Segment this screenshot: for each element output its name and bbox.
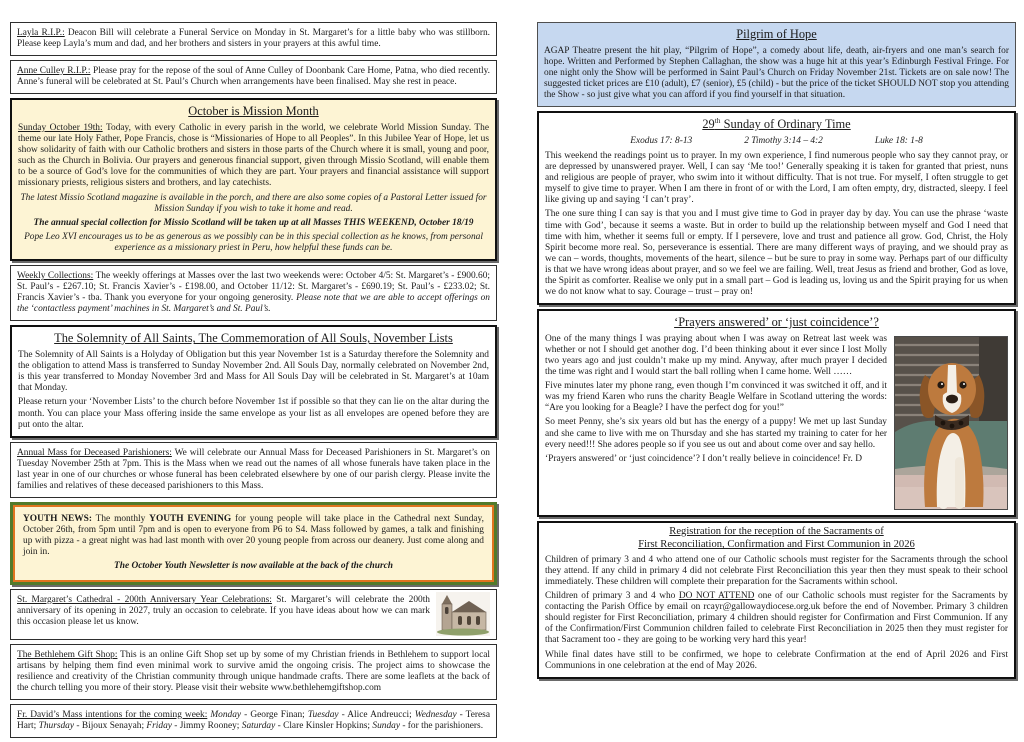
intention-day-sunday: Sunday (372, 721, 400, 731)
intention-name-thursday: - Bijoux Senayah; (74, 721, 147, 731)
bethlehem-text: This is an online Gift Shop set up by some of my Christian friends in Bethlehem to support local artisans by helping them find even minimal work to survive amid the ongoing crisis. The project aims to showcase the resilience and creativity of the Christian community through unique handmade crafts. There are some leaflets at the back of the church telling you more of their story. Please visit their website www.bethlehemgiftshop.com (17, 649, 490, 693)
weekly-collections-label: Weekly Collections: (17, 271, 94, 282)
beagle-photo (894, 336, 1008, 510)
section-sacraments-registration (537, 521, 1016, 679)
section-mass-intentions (10, 704, 497, 738)
reading-exodus: Exodus 17: 8-13 (630, 135, 693, 146)
mission-month-title: October is Mission Month (188, 104, 319, 119)
section-mission-month (10, 98, 497, 261)
anne-culley-text: Please pray for the repose of the soul of Anne Culley of Doonbank Care Home, Patna, who died recently. Anne’s funeral will be celebrated at St. Paul’s Church when arrangements have been finalised. May she rest in peace. (17, 66, 490, 88)
youth-news-text-2: for young people will take place in the Cathedral next Sunday, October 26th, from 5pm until 7pm and is open to everyone from P6 to S4. Mass followed by games, a talk and finishing up with pizza - a great night was had last month with over 20 young people from across our deanery. Just come along and join in. (23, 514, 484, 558)
intention-day-friday: Friday (146, 721, 172, 731)
cathedral-text: St. Margaret’s will celebrate the 200th anniversary of its opening in 2027, truly an occasion to celebrate. If you have ideas about how we can mark this occasion please let us know. (17, 594, 430, 627)
mission-note-pope: Pope Leo XVI encourages us to be as generous as we possibly can be in this special collection as he knows, from personal experience as a missionary priest in Peru, how helpful these funds can be. (24, 231, 483, 253)
section-annual-mass-deceased (10, 442, 497, 498)
sunday-readings (545, 136, 1008, 147)
29th-sunday-paragraph-2: The one sure thing I can say is that you and I must give time to God in prayer day by day. You can use the phrase ‘waste time with God’, because it seems a waste. But in order to build up the relationship between myself and God I need that time with him, whether it seems full or empty. If I persevere, love and trust and patience all grow. God, Christ, the Holy Spirit become more real. So, perseverance is essential. There are many different ways of praying, and we should pray as we can – words, thoughts, movements of the heart, silence – but be sure to pray in some way. Perhaps part of our difficulty is that we have wrong ideas about prayer, and so we feel we are failing. Well, treat Jesus as friend and brother, God as love, the Spirit as comforter. Realise we only put in a small part – God is leading us, loving us and the Spirit praying for us when we do not know what to say. Courage – trust – pray on! (545, 209, 1008, 298)
annual-mass-label: Annual Mass for Deceased Parishioners: (17, 447, 172, 458)
prayers-answered-paragraph-2: Five minutes later my phone rang, even though I’m convinced it was switched it off, and it was my friend Karen who runs the charity Beagle Welfare in Scotland uttering the words: “Are you looking for a Beagle? I have the perfect dog for you!” (545, 381, 887, 414)
section-prayers-answered (537, 309, 1016, 517)
29th-sunday-title-ordinal: th (714, 116, 721, 126)
layla-rip-paragraph (17, 28, 490, 50)
29th-sunday-title (545, 117, 1008, 132)
left-page-column (10, 22, 497, 742)
church-illustration (436, 592, 490, 636)
intention-day-monday: Monday (207, 709, 242, 720)
prayers-answered-paragraph-1: One of the many things I was praying about when I was away on Retreat last week was whether or not I should get another dog. I’d been thinking about it ever since I lost Molly two years ago and just couldn’t make up my mind. Anyway, after much prayer I decided the time was right and I would start the ball rolling when I came home. Well …… (545, 333, 887, 378)
registration-paragraph-2-post: one of our Catholic schools must register for the Sacraments by contacting the Parish Office by email on rcayr@gallowaydiocese.org.uk before the end of November. Primary 3 children should register for First Reconciliation, primary 4 children should register for Confirmation and First Communion. If any of the Confirmation/First Communion children failed to celebrate First Reconciliation in 2025 then they must register for that Sacrament too - they are going to be working very hard this year! (545, 591, 1008, 646)
youth-evening-label: YOUTH EVENING (149, 514, 232, 525)
mass-intentions-label: Fr. David’s Mass intentions for the coming week: (17, 709, 208, 720)
youth-news-label: YOUTH NEWS: (23, 514, 92, 525)
section-youth-news (10, 502, 497, 584)
29th-sunday-title-rest: Sunday of Ordinary Time (720, 117, 851, 132)
registration-title-line-2: First Reconciliation, Confirmation and First Communion in 2026 (638, 539, 915, 551)
weekly-collections-text: The weekly offerings at Masses over the last two weekends were: October 4/5: St. Margaret’s - £900.60; St. Paul’s - £267.10; St. Francis Xavier’s - £198.00, and October 11/12: St. Margaret’s - £690.19; St. Paul’s - £233.02; St. Francis Xavier’s - tba. Thank you everyone for your ongoing generosity. (17, 271, 490, 304)
registration-paragraph-1: Children of primary 3 and 4 who attend one of our Catholic schools must register for the Sacraments through the school they attend. If any child in primary 4 did not celebrate First Reconciliation this year then they must speak to their school immediately. These children will complete their preparation for the Sacraments within school. (545, 554, 1008, 587)
prayers-answered-paragraph-4: ‘Prayers answered’ or ‘just coincidence’? I don’t really believe in coincidence! Fr. D (545, 453, 862, 464)
section-anne-culley-rip (10, 60, 497, 94)
registration-paragraph-2 (545, 591, 1008, 646)
bethlehem-label: The Bethlehem Gift Shop: (17, 649, 118, 660)
intention-day-tuesday: Tuesday (307, 709, 339, 720)
anne-culley-label: Anne Culley R.I.P.: (17, 66, 91, 77)
mission-month-paragraph (18, 123, 489, 190)
section-pilgrim-of-hope (537, 22, 1016, 107)
prayers-answered-title: ‘Prayers answered’ or ‘just coincidence’? (674, 315, 879, 330)
intention-name-monday: - George Finan; (241, 709, 308, 720)
registration-title-line-1: Registration for the reception of the Sacraments of (669, 525, 884, 537)
intention-name-tuesday: - Alice Andreucci; (338, 709, 415, 720)
section-all-saints (10, 325, 497, 437)
right-page-column (537, 22, 1016, 683)
intention-day-wednesday: Wednesday (414, 709, 457, 720)
weekly-collections-paragraph (17, 271, 490, 315)
29th-sunday-title-number: 29 (702, 117, 715, 132)
anne-culley-paragraph (17, 66, 490, 88)
all-saints-paragraph-2: Please return your ‘November Lists’ to the church before November 1st if possible so that they can lie on the altar during the month. You can place your Mass offering inside the same envelope as your list as all envelopes are opened before they are put onto the altar. (18, 397, 489, 430)
cathedral-label: St. Margaret’s Cathedral - 200th Anniversary Year Celebrations: (17, 594, 272, 605)
section-layla-rip (10, 22, 497, 56)
annual-mass-paragraph (17, 448, 490, 492)
mission-note-collection: The annual special collection for Missio Scotland will be taken up at all Masses THIS WEEKEND, October 18/19 (33, 217, 474, 228)
cathedral-paragraph (17, 595, 490, 628)
intention-name-wednesday: - Teresa Hart; (17, 709, 490, 731)
reading-timothy: 2 Timothy 3:14 – 4:2 (744, 135, 823, 146)
mission-sunday-label: Sunday October 19th: (18, 123, 103, 133)
section-cathedral-anniversary (10, 589, 497, 640)
section-weekly-collections (10, 265, 497, 321)
pilgrim-of-hope-text: AGAP Theatre present the hit play, “Pilgrim of Hope”, a comedy about life, death, air-fryers and one man’s search for hope. Written and Performed by Stephen Callaghan, the show was a huge hit at this year’s Edinburgh Festival Fringe. For one night only the Show will be performed in Saint Paul’s Church on Friday November 21st. Tickets are on sale now! The suggested ticket prices are £10 (adult), £7 (senior), £5 (child) - but the price of the ticket SHOULD NOT stop you attending the Show - so just give what you can afford if you find yourself in that situation. (544, 45, 1009, 100)
pilgrim-of-hope-title: Pilgrim of Hope (736, 27, 817, 41)
all-saints-paragraph-1: The Solemnity of All Saints is a Holyday of Obligation but this year November 1st is a Saturday therefore the Solemnity and the obligation to attend Mass is transferred to Sunday November 2nd. All Souls Day, normally celebrated on November 2nd, is this year transferred to Monday November 3rd and Mass for All Souls Day will be celebrated in St. Margaret’s at 10am that Monday. (18, 350, 489, 394)
weekly-collections-contactless-note: Please note that we are able to accept offerings on the ‘contactless payment’ machines in St. Margaret’s and St. Paul’s. (17, 293, 490, 315)
section-bethlehem-gift-shop (10, 644, 497, 700)
reading-luke: Luke 18: 1-8 (874, 135, 923, 146)
mission-sunday-text: Today, with every Catholic in every parish in the world, we celebrate World Mission Sunday. The theme our late Holy Father, Pope Francis, chose is “Missionaries of Hope to all Peoples”. In this Jubilee Year of Hope, let us show solidarity of faith with our Catholic brothers and sisters in those parts of the Church where it is small, young and poor, such as the Church in Bolivia. Our prayers and generous financial support, given through Missio Scotland, will enable them to be a source of God’s love for the communities of which they are part. Your prayers and financial assistance will support missionary priests, religious sisters and brothers, and lay catechists. (18, 123, 490, 189)
mass-intentions-paragraph (17, 710, 490, 732)
prayers-answered-paragraph-3: So meet Penny, she’s six years old but has the energy of a puppy! We met up last Sunday and she came to live with me on Thursday and she has started my training to cater for her every need!!! She adores people so if you see us out and about come over and say hello. (545, 417, 887, 450)
youth-newsletter-note: The October Youth Newsletter is now available at the back of the church (114, 561, 393, 572)
intention-name-friday: - Jimmy Rooney; (171, 721, 242, 731)
intention-name-saturday: - Clare Kinsler Hopkins; (275, 721, 373, 731)
layla-rip-label: Layla R.I.P.: (17, 28, 65, 38)
intention-day-saturday: Saturday (241, 721, 276, 731)
all-saints-title: The Solemnity of All Saints, The Commemoration of All Souls, November Lists (54, 331, 453, 346)
intention-name-sunday: - for the parishioners. (400, 721, 484, 731)
youth-news-text-1: The monthly (91, 514, 150, 525)
layla-rip-text: Deacon Bill will celebrate a Funeral Service on Monday in St. Margaret’s for a little baby who was stillborn. Please keep Layla’s mum and dad, and her brothers and sisters in your prayers at this awful time. (17, 28, 490, 50)
youth-news-paragraph (23, 514, 484, 558)
intention-day-thursday: Thursday (38, 721, 75, 731)
section-29th-sunday (537, 111, 1016, 305)
bethlehem-paragraph (17, 650, 490, 694)
registration-paragraph-2-pre: Children of primary 3 and 4 who (545, 591, 679, 602)
mission-note-magazine: The latest Missio Scotland magazine is available in the porch, and there are also some copies of a Pastoral Letter issued for Mission Sunday if you wish to take it home and read. (20, 192, 487, 214)
annual-mass-text: We will celebrate our Annual Mass for Deceased Parishioners in St. Margaret’s on Tuesday November 25th at 7pm. This is the Mass when we read out the names of all whose funerals have taken place in the last year in one of our churches or whose funeral has been celebrated elsewhere by one of our parish clergy. Please invite the families and relatives of these deceased parishioners to this Mass. (17, 447, 490, 491)
registration-do-not-attend: DO NOT ATTEND (678, 591, 755, 602)
registration-paragraph-3: While final dates have still to be confirmed, we hope to celebrate Confirmation at the end of April 2026 and First Communions in one celebration at the end of May 2026. (545, 649, 1008, 671)
29th-sunday-paragraph-1: This weekend the readings point us to prayer. In my own experience, I find numerous people who say they cannot pray, or are depressed by unanswered prayer. Well, I can say ‘Me too!’ Generally speaking it is taken for granted that priest, nuns and religious are people of prayer, who swim into it without difficulty. That is not true. For myself, I often struggle to get myself to give time to prayer. When I am there in front of or with the Lord, I am often empty, dry, distracted, sleepy. I feel like giving up and saying ‘I can’t pray’. (545, 150, 1008, 206)
